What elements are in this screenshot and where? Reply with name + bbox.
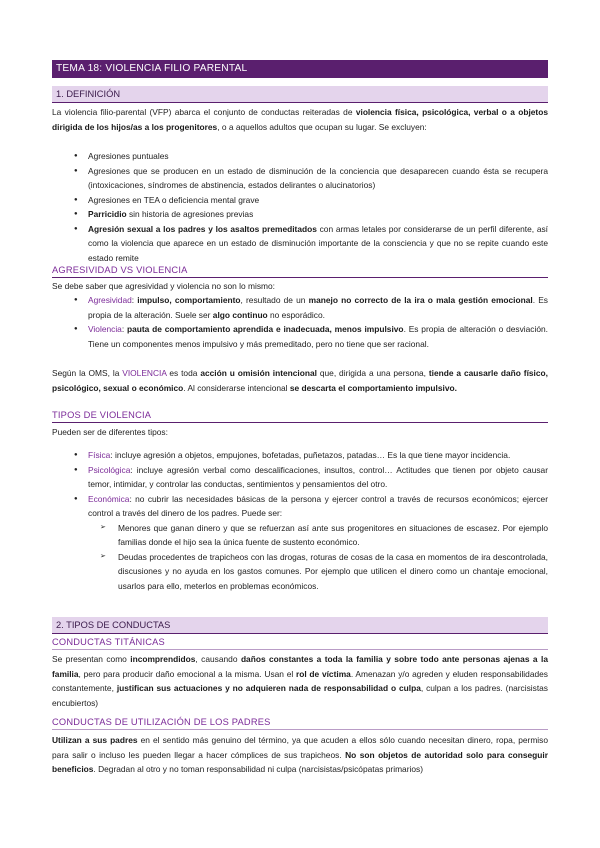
subheading-conductas-titanicas: CONDUCTAS TITÁNICAS: [52, 636, 548, 650]
list-item-psicologica: ● Psicológica: incluye agresión verbal como descalificaciones, insultos, control… Actitudes que tienen por objeto causar temor, intimidar, y controlar las conductas, sentimientos y pensamientos del otro.: [52, 463, 548, 492]
definition-paragraph: La violencia filio-parental (VFP) abarca el conjunto de conductas reiteradas de violencia física, psicológica, verbal o a objetos dirigida de los hijos/as a los progenitores, o a aquellos adultos que ocupan su lugar. Se excluyen:: [52, 107, 548, 132]
list-item: ● Agresiones en TEA o deficiencia mental grave: [52, 193, 548, 208]
sub-list-item: ➢ Deudas procedentes de trapicheos con las drogas, roturas de cosas de la casa en momentos de ira descontrolada, discusiones y no ayuda en los gastos comunes. Por ejemplo que utilicen el dinero como un chantaje emocional, usarlos para ello, meterlos en problemas económicos.: [88, 550, 548, 594]
tipos-list: [52, 448, 548, 593]
list-item-fisica: ● Física: incluye agresión a objetos, empujones, bofetadas, puñetazos, patadas… Es la que tiene mayor incidencia.: [52, 448, 548, 463]
document-title: TEMA 18: VIOLENCIA FILIO PARENTAL: [52, 60, 548, 78]
oms-paragraph: Según la OMS, la VIOLENCIA es toda acción u omisión intencional que, dirigida a una persona, tiende a causarle daño físico, psicológico, sexual o económico. Al considerarse intencional se descarta el comportamiento impulsivo.: [52, 368, 548, 393]
economica-sublist: [88, 521, 548, 594]
tipos-intro: Pueden ser de diferentes tipos:: [52, 427, 168, 437]
list-item-agresividad: ● Agresividad: impulso, comportamiento, resultado de un manejo no correcto de la ira o mala gestión emocional. Es propia de la alteración. Suele ser algo continuo no esporádico.: [52, 293, 548, 322]
list-item: ● Agresiones puntuales: [52, 149, 548, 164]
list-item: ● Agresiones que se producen en un estado de disminución de la conciencia que desaparecen cuando ésta se recupera (intoxicaciones, síndromes de abstinencia, estados delirantes o alucinatorios): [52, 164, 548, 193]
subheading-tipos-de-violencia: TIPOS DE VIOLENCIA: [52, 409, 548, 423]
section-heading-definicion: 1. DEFINICIÓN: [52, 86, 548, 103]
agresividad-list: [52, 293, 548, 351]
list-item-economica: ● Económica: no cubrir las necesidades básicas de la persona y ejercer control a través de recursos económicos; ejercer control a través del dinero de los padres. Puede ser: ➢ Menores que ganan dinero y que se refuerzan así ante sus progenitores en situaciones de escasez. Por ejemplo familias donde el hijo sea la única fuente de sustento económico. ➢ Deudas procedentes de trapicheos con las drogas, roturas de cosas de la casa en momentos de ira descontrolada, discusiones y no ayuda en los gastos comunes. Por ejemplo que utilicen el dinero como un chantaje emocional, usarlos para ello, meterlos en problemas económicos.: [52, 492, 548, 594]
list-item-violencia: ● Violencia: pauta de comportamiento aprendida e inadecuada, menos impulsivo. Es propia de alteración o desviación. Tiene un componentes menos impulsivo y más premeditado, pero no tiene que ser racional.: [52, 322, 548, 351]
exclusions-list: [52, 149, 548, 265]
agresividad-intro: Se debe saber que agresividad y violencia no son lo mismo:: [52, 281, 275, 291]
utilizacion-paragraph: Utilizan a sus padres en el sentido más genuino del término, ya que acuden a ellos sólo cuando necesitan dinero, ropa, permiso para salir o incluso les pueden llegar a hacer cómplices de sus trapicheos. No son objetos de autoridad solo para conseguir beneficios. Degradan al otro y no toman responsabilidad ni culpa (narcisistas/psicópatas primarios): [52, 735, 549, 774]
subheading-agresividad-vs-violencia: AGRESIVIDAD VS VIOLENCIA: [52, 264, 548, 278]
subheading-conductas-utilizacion: CONDUCTAS DE UTILIZACIÓN DE LOS PADRES: [52, 716, 548, 730]
titanicas-paragraph: Se presentan como incomprendidos, causando daños constantes a toda la familia y sobre todo ante personas ajenas a la familia, pero para producir daño emocional a la misma. Usan el rol de víctima. Amenazan y/o agreden y eluden responsabilidades constantemente, justifican sus actuaciones y no adquieren nada de responsabilidad o culpa, culpan a los padres. (narcisistas encubiertos): [52, 654, 548, 708]
list-item: ● Parricidio sin historia de agresiones previas: [52, 207, 548, 222]
section-heading-tipos-de-conductas: 2. TIPOS DE CONDUCTAS: [52, 617, 548, 634]
list-item: ● Agresión sexual a los padres y los asaltos premeditados con armas letales por considerarse de un perfil diferente, así como la violencia que aparece en un estado de disminución importante de la consciencia y que no se repite cuando este estado remite: [52, 222, 548, 266]
sub-list-item: ➢ Menores que ganan dinero y que se refuerzan así ante sus progenitores en situaciones de escasez. Por ejemplo familias donde el hijo sea la única fuente de sustento económico.: [88, 521, 548, 550]
